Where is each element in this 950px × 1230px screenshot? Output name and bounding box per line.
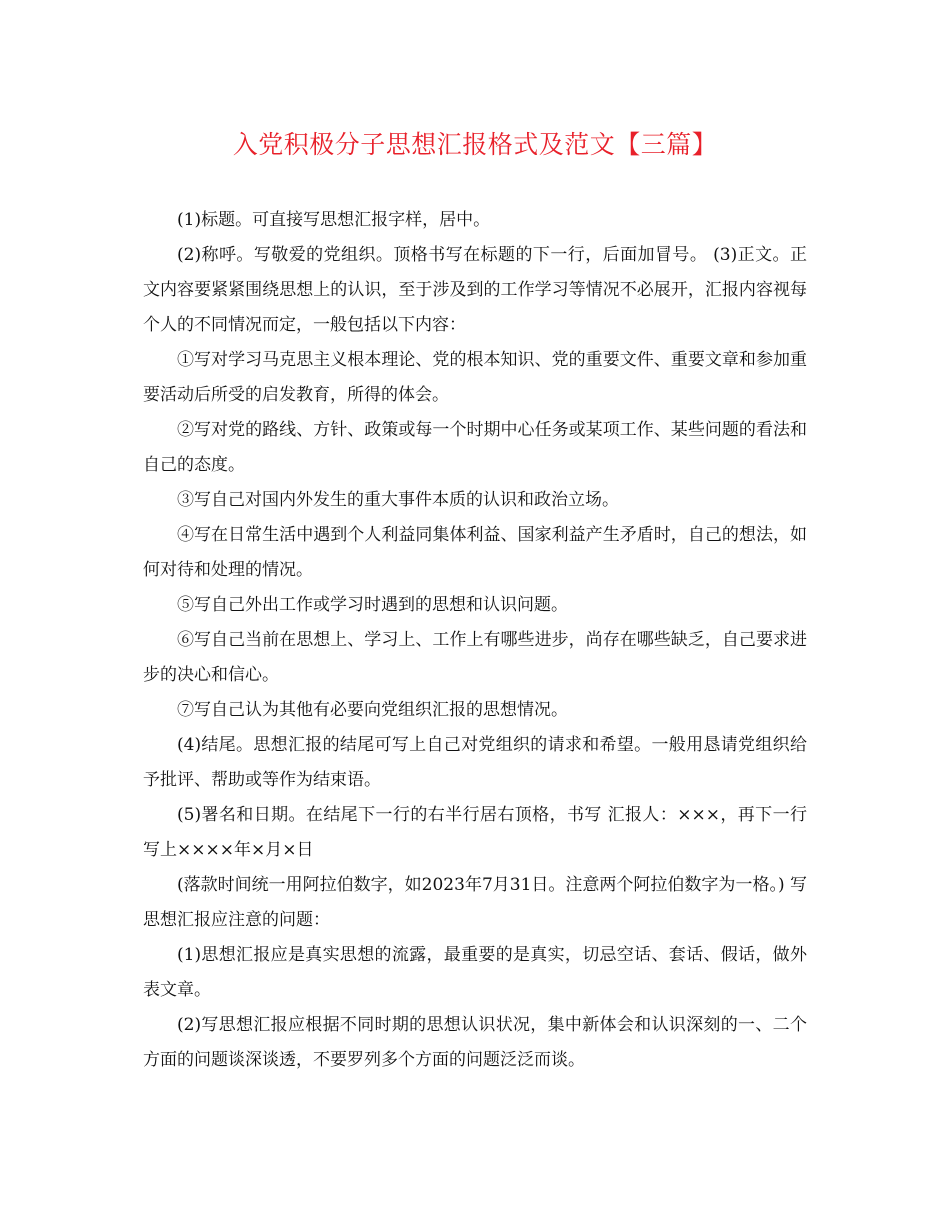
paragraph-5: ③写自己对国内外发生的重大事件本质的认识和政治立场。 — [177, 490, 619, 510]
paragraph-7: ⑤写自己外出工作或学习时遇到的思想和认识问题。 — [177, 595, 568, 615]
paragraph-6: ④写在日常生活中遇到个人利益同集体利益、国家利益产生矛盾时，自己的想法，如何对待和处理的情况。 — [143, 525, 807, 580]
paragraph-1: (1)标题。可直接写思想汇报字样，居中。 — [177, 210, 491, 230]
paragraph-8: ⑥写自己当前在思想上、学习上、工作上有哪些进步，尚存在哪些缺乏，自己要求进步的决心和信心。 — [143, 630, 807, 685]
paragraph-11: (5)署名和日期。在结尾下一行的右半行居右顶格，书写 汇报人：×××，再下一行写上××××年×月×日 — [143, 805, 807, 860]
document-body — [143, 203, 807, 1078]
paragraph-4: ②写对党的路线、方针、政策或每一个时期中心任务或某项工作、某些问题的看法和自己的态度。 — [143, 420, 807, 475]
paragraph-10: (4)结尾。思想汇报的结尾可写上自己对党组织的请求和希望。一般用恳请党组织给予批评、帮助或等作为结束语。 — [143, 735, 807, 790]
paragraph-9: ⑦写自己认为其他有必要向党组织汇报的思想情况。 — [177, 700, 568, 720]
paragraph-2: (2)称呼。写敬爱的党组织。顶格书写在标题的下一行，后面加冒号。 (3)正文。正文内容要紧紧围绕思想上的认识，至于涉及到的工作学习等情况不必展开，汇报内容视每个人的不同情况而定，一般包括以下内容： — [143, 245, 807, 335]
paragraph-12: (落款时间统一用阿拉伯数字，如2023年7月31日。注意两个阿拉伯数字为一格。) 写思想汇报应注意的问题： — [143, 875, 807, 930]
paragraph-3: ①写对学习马克思主义根本理论、党的根本知识、党的重要文件、重要文章和参加重要活动后所受的启发教育，所得的体会。 — [143, 350, 807, 405]
paragraph-14: (2)写思想汇报应根据不同时期的思想认识状况，集中新体会和认识深刻的一、二个方面的问题谈深谈透，不要罗列多个方面的问题泛泛而谈。 — [143, 1015, 807, 1070]
paragraph-13: (1)思想汇报应是真实思想的流露，最重要的是真实，切忌空话、套话、假话，做外表文章。 — [143, 945, 807, 1000]
document-title: 入党积极分子思想汇报格式及范文【三篇】 — [232, 130, 718, 159]
